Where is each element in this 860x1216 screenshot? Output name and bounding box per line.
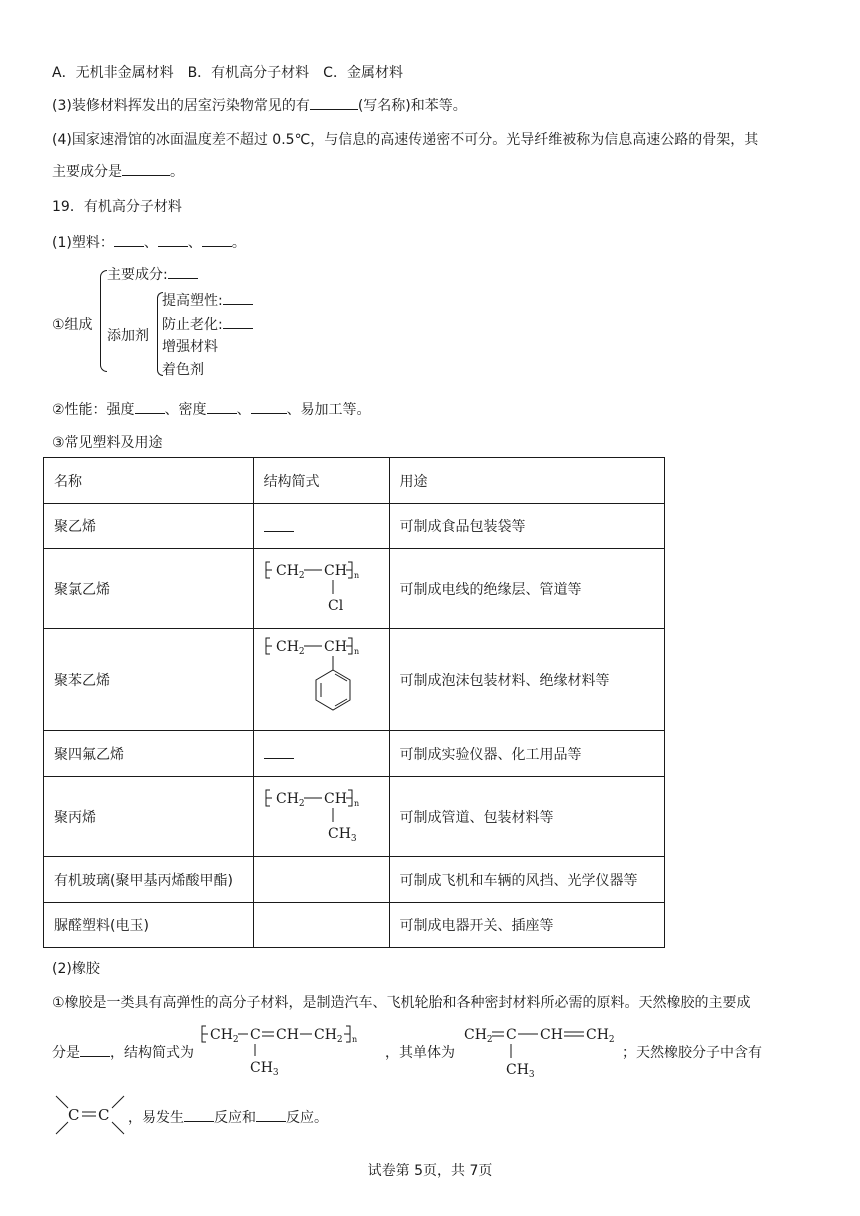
table-row (44, 731, 665, 777)
answer-blank[interactable] (158, 232, 188, 247)
separator: 、 (187, 235, 202, 251)
answer-blank[interactable] (207, 399, 237, 414)
structure-cell (253, 857, 389, 903)
property-mid2: 、 (236, 402, 251, 418)
polystyrene-structure-formula (264, 632, 374, 724)
rubber-line-3 (128, 1107, 328, 1127)
separator: 、 (143, 235, 158, 251)
answer-blank[interactable] (256, 1107, 286, 1122)
polymer-use: 可制成管道、包装材料等 (389, 777, 664, 857)
answer-blank[interactable] (202, 232, 232, 247)
svg-text:CH2: $CH_2$ (275, 790, 305, 809)
additive-label: 添加剂 (107, 328, 149, 344)
rubber-title: (2)橡胶 (52, 961, 100, 977)
question-4-line-2 (52, 161, 184, 181)
period: 。 (231, 235, 246, 251)
svg-text:n: n (353, 570, 359, 580)
polymer-name: 脲醛塑料(电玉) (44, 903, 254, 948)
svg-text:CH: CH (276, 1027, 299, 1043)
table-header-row (44, 458, 665, 504)
rubber-text: 反应和 (214, 1110, 256, 1126)
structure-cell (253, 629, 389, 731)
header-structure: 结构简式 (253, 458, 389, 504)
q3-text-post: (写名称)和苯等。 (357, 98, 467, 114)
svg-text:CH: CH (540, 1027, 563, 1043)
svg-text:CH3: $CH_3$ (327, 825, 357, 844)
property-post: 、易加工等。 (286, 402, 371, 418)
structure-cell (253, 777, 389, 857)
plastic-line (52, 232, 246, 252)
antiaging-line (162, 314, 253, 334)
rubber-text: 反应。 (286, 1110, 328, 1126)
polymer-name: 有机玻璃(聚甲基丙烯酸甲酯) (44, 857, 254, 903)
svg-text:CH2: $CH_2$ (210, 1027, 239, 1045)
rubber-line-2-a (52, 1042, 194, 1062)
property-pre: ②性能：强度 (52, 402, 135, 418)
outer-brace (100, 270, 107, 372)
svg-text:CH3: $CH_3$ (250, 1060, 279, 1078)
svg-text:n: n (352, 1035, 358, 1044)
polymer-use: 可制成飞机和车辆的风挡、光学仪器等 (389, 857, 664, 903)
isoprene-structure-formula (462, 1020, 622, 1078)
rubber-line-2-d: ；天然橡胶分子中含有 (622, 1045, 762, 1061)
property-mid1: 、密度 (164, 402, 207, 418)
rubber-text: 分是 (52, 1045, 80, 1061)
polymer-name: 聚氯乙烯 (44, 549, 254, 629)
structure-cell (253, 903, 389, 948)
svg-text:C: C (68, 1106, 80, 1124)
polypropylene-structure-formula (264, 784, 374, 846)
rubber-text: ，易发生 (128, 1110, 184, 1126)
table-row (44, 777, 665, 857)
main-component-label: 主要成分: (107, 267, 168, 283)
structure-cell (253, 504, 389, 549)
composition-label: ①组成 (52, 317, 93, 333)
answer-blank[interactable] (135, 399, 165, 414)
table-row (44, 629, 665, 731)
polymer-name: 聚丙烯 (44, 777, 254, 857)
polymer-use: 可制成食品包装袋等 (389, 504, 664, 549)
svg-text:CH: CH (323, 638, 347, 655)
polymer-use: 可制成泡沫包装材料、绝缘材料等 (389, 629, 664, 731)
answer-blank[interactable] (184, 1107, 214, 1122)
colorant-label: 着色剂 (162, 362, 204, 378)
plastic-label: (1)塑料： (52, 235, 114, 251)
polymer-use: 可制成电线的绝缘层、管道等 (389, 549, 664, 629)
polymer-use: 可制成实验仪器、化工用品等 (389, 731, 664, 777)
q4-text-pre: 主要成分是 (52, 164, 122, 180)
polymer-name: 聚乙烯 (44, 504, 254, 549)
answer-options: A．无机非金属材料 B．有机高分子材料 C．金属材料 (52, 65, 403, 81)
svg-text:CH: CH (323, 562, 347, 579)
header-use: 用途 (389, 458, 664, 504)
svg-text:CH2: $CH_2$ (275, 638, 305, 657)
q3-text-pre: (3)装修材料挥发出的居室污染物常见的有 (52, 98, 310, 114)
answer-blank[interactable] (264, 517, 294, 532)
header-name: 名称 (44, 458, 254, 504)
plasticity-line (162, 290, 253, 310)
polymer-name: 聚四氟乙烯 (44, 731, 254, 777)
svg-text:C: C (506, 1027, 517, 1043)
polymer-use: 可制成电器开关、插座等 (389, 903, 664, 948)
antiaging-label: 防止老化: (162, 317, 223, 333)
table-row (44, 903, 665, 948)
natural-rubber-structure-formula (200, 1022, 380, 1078)
question-4-line-1: (4)国家速滑馆的冰面温度差不超过 0.5℃，与信息的高速传递密不可分。光导纤维被称为信息高速公路的骨架，其 (52, 132, 759, 148)
page-footer: 试卷第 5页，共 7页 (367, 1163, 493, 1179)
common-plastics-title: ③常见塑料及用途 (52, 435, 163, 451)
answer-blank[interactable] (122, 161, 170, 176)
svg-text:CH2: $CH_2$ (314, 1027, 343, 1045)
svg-text:C: C (250, 1027, 261, 1043)
table-row (44, 549, 665, 629)
question-3 (52, 95, 467, 115)
svg-text:CH: CH (323, 790, 347, 807)
svg-text:n: n (353, 646, 359, 656)
table-row (44, 504, 665, 549)
structure-cell (253, 549, 389, 629)
answer-blank[interactable] (251, 399, 287, 414)
rubber-text: ，结构简式为 (110, 1045, 194, 1061)
svg-text:n: n (353, 798, 359, 808)
svg-text:Cl: Cl (327, 597, 343, 614)
reinforce-label: 增强材料 (162, 339, 218, 355)
structure-cell (253, 731, 389, 777)
q4-text-post: 。 (170, 164, 184, 180)
carbon-double-bond-formula (52, 1090, 128, 1140)
plastics-table (43, 457, 665, 948)
answer-blank[interactable] (264, 744, 294, 759)
polymer-name: 聚苯乙烯 (44, 629, 254, 731)
svg-text:C: C (98, 1106, 110, 1124)
property-line (52, 399, 371, 419)
answer-blank[interactable] (310, 95, 358, 110)
svg-text:CH2: $CH_2$ (275, 562, 305, 581)
answer-blank[interactable] (223, 314, 253, 329)
pvc-structure-formula (264, 556, 374, 618)
plasticity-label: 提高塑性: (162, 293, 223, 309)
table-row (44, 857, 665, 903)
rubber-line-2-c: ，其单体为 (385, 1045, 455, 1061)
svg-text:CH2: $CH_2$ (586, 1027, 615, 1045)
answer-blank[interactable] (168, 264, 198, 279)
svg-text:CH3: $CH_3$ (506, 1062, 535, 1078)
question-19-title: 19．有机高分子材料 (52, 199, 182, 215)
main-component-line (107, 264, 198, 284)
svg-text:CH2: $CH_2$ (464, 1027, 493, 1045)
answer-blank[interactable] (223, 290, 253, 305)
answer-blank[interactable] (80, 1042, 110, 1057)
answer-blank[interactable] (114, 232, 144, 247)
rubber-line-1: ①橡胶是一类具有高弹性的高分子材料，是制造汽车、飞机轮胎和各种密封材料所必需的原料。天然橡胶的主要成 (52, 995, 751, 1011)
